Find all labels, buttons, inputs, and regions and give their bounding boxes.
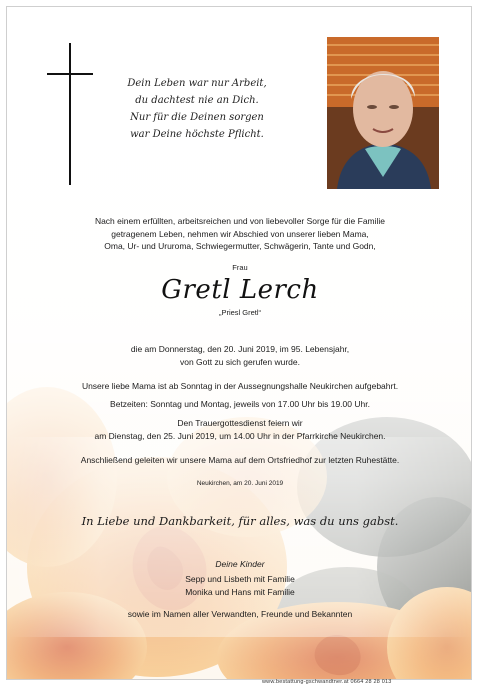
intro-line: Nach einem erfüllten, arbeitsreichen und von liebevoller Sorge für die Familie xyxy=(94,216,386,226)
intro-line: getragenem Leben, nehmen wir Abschied von unserer lieben Mama, xyxy=(111,228,369,239)
obituary-card xyxy=(6,6,472,680)
funeral-home-footer: www.bestattung-gschwandtner.at 0664 28 28 013 xyxy=(262,679,392,685)
intro-line: Oma, Ur- und Ururoma, Schwiegermutter, Schwägerin, Tante und Godn, xyxy=(104,241,376,251)
signature-relatives: sowie im Namen aller Verwandten, Freunde und Bekannten xyxy=(127,609,353,619)
nickname: „Priesl Gretl“ xyxy=(218,308,262,317)
signature-family-2: Monika und Hans mit Familie xyxy=(185,587,295,597)
poem-line: war Deine höchste Pflicht. xyxy=(130,129,264,140)
funeral-service xyxy=(7,417,472,442)
service-line: am Dienstag, den 25. Juni 2019, um 14.00 Uhr in der Pfarrkirche Neukirchen. xyxy=(94,430,386,441)
death-line: von Gott zu sich gerufen wurde. xyxy=(179,356,300,367)
closing-line: In Liebe und Dankbarkeit, für alles, was du uns gabst. xyxy=(81,514,399,528)
prayer-times: Betzeiten: Sonntag und Montag, jeweils von 17.00 Uhr bis 19.00 Uhr. xyxy=(110,399,370,409)
laid-out-notice: Unsere liebe Mama ist ab Sonntag in der Aussegnungshalle Neukirchen aufgebahrt. xyxy=(81,381,399,391)
poem-line: Dein Leben war nur Arbeit, xyxy=(127,78,267,89)
death-notice xyxy=(7,343,472,368)
intro-text xyxy=(7,215,472,253)
burial-notice: Anschließend geleiten wir unsere Mama auf dem Ortsfriedhof zur letzten Ruhestätte. xyxy=(80,455,400,465)
portrait-photo xyxy=(327,37,439,189)
deceased-name: Gretl Lerch xyxy=(161,275,319,305)
signature-title: Deine Kinder xyxy=(215,559,265,569)
place-date: Neukirchen, am 20. Juni 2019 xyxy=(196,480,284,487)
service-line: Den Trauergottesdienst feiern wir xyxy=(177,418,303,428)
signature-family-1: Sepp und Lisbeth mit Familie xyxy=(185,574,295,584)
title-word: Frau xyxy=(232,263,248,272)
memorial-poem xyxy=(87,75,307,143)
poem-line: Nur für die Deinen sorgen xyxy=(130,112,264,123)
poem-line: du dachtest nie an Dich. xyxy=(135,95,259,106)
death-line: die am Donnerstag, den 20. Juni 2019, im 95. Lebensjahr, xyxy=(130,344,350,354)
